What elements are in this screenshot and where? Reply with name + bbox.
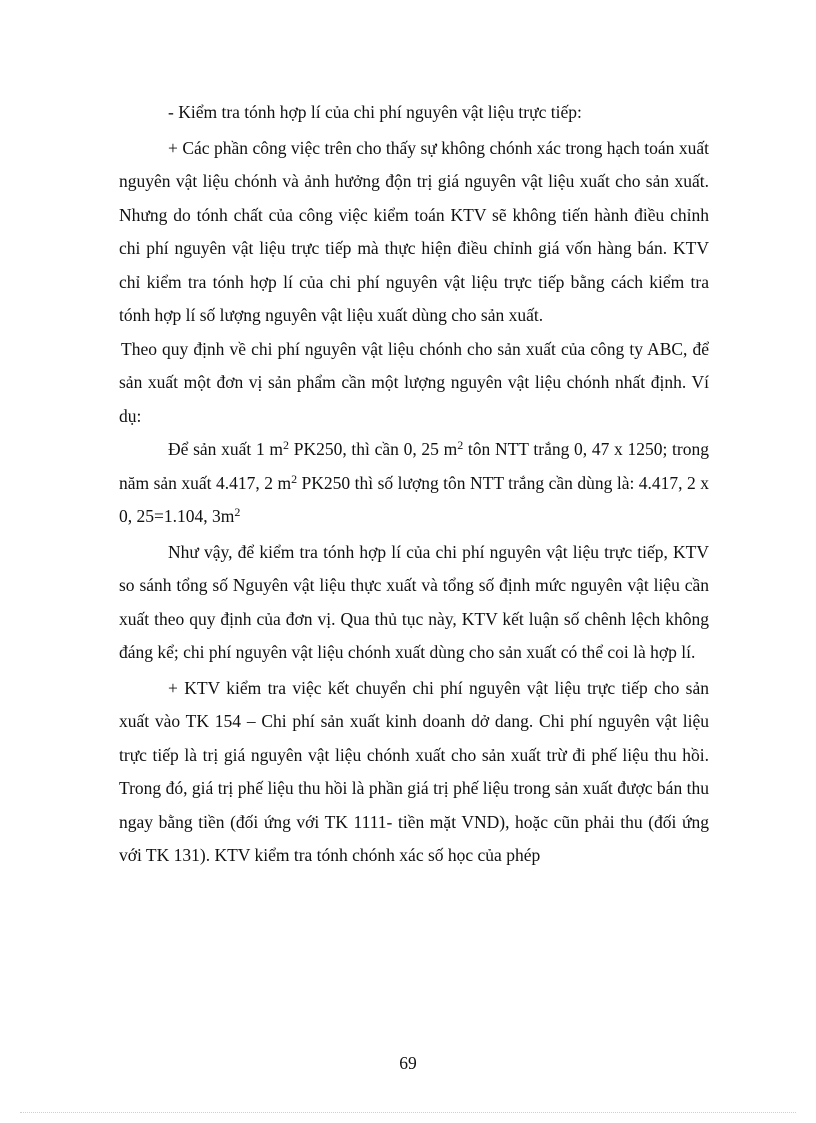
superscript-1: 2 bbox=[283, 438, 290, 452]
page-number: 69 bbox=[399, 1053, 417, 1073]
paragraph-4 bbox=[119, 433, 709, 534]
page-bottom-divider bbox=[20, 1112, 796, 1113]
p4-part-4: PK250 thì số lượng tôn NTT trắng cần dùng là: 4.417, 2 x 0, 25=1.104, 3m bbox=[119, 472, 709, 526]
p4-part-2: PK250, thì cần 0, 25 m bbox=[289, 439, 458, 459]
superscript-2: 2 bbox=[457, 438, 464, 452]
superscript-3: 2 bbox=[291, 471, 298, 486]
paragraph-1: - Kiểm tra tónh hợp lí của chi phí nguyên vật liệu trực tiếp: bbox=[168, 102, 582, 122]
paragraph-2: + Các phần công việc trên cho thấy sự không chónh xác trong hạch toán xuất nguyên vật liệu chónh và ảnh hưởng độn trị giá nguyên vật liệu xuất cho sản xuất. Nhưng do tónh chất của công việc kiểm toán KTV sẽ không tiến hành điều chỉnh chi phí nguyên vật liệu trực tiếp mà thực hiện điều chỉnh giá vốn hàng bán. KTV chỉ kiểm tra tónh hợp lí của chi phí nguyên vật liệu trực tiếp bằng cách kiểm tra tónh hợp lí số lượng nguyên vật liệu xuất dùng cho sản xuất. bbox=[119, 137, 709, 325]
paragraph-6: + KTV kiểm tra việc kết chuyển chi phí nguyên vật liệu trực tiếp cho sản xuất vào TK 154 – Chi phí sản xuất kinh doanh dở dang. Chi phí nguyên vật liệu trực tiếp là trị giá nguyên vật liệu chónh xuất cho sản xuất trừ đi phế liệu thu hồi. Trong đó, giá trị phế liệu thu hồi là phần giá trị phế liệu trong sản xuất được bán thu ngay bằng tiền (đối ứng với TK 1111- tiền mặt VND), hoặc cũn phải thu (đối ứng với TK 131). KTV kiểm tra tónh chónh xác số học của phép bbox=[119, 677, 709, 865]
paragraph-5: Như vậy, để kiểm tra tónh hợp lí của chi phí nguyên vật liệu trực tiếp, KTV so sánh tổng số Nguyên vật liệu thực xuất và tổng số định mức nguyên vật liệu cần xuất theo quy định của đơn vị. Qua thủ tục này, KTV kết luận số chênh lệch không đáng kể; chi phí nguyên vật liệu chónh xuất dùng cho sản xuất có thể coi là hợp lí. bbox=[119, 541, 709, 662]
body-text bbox=[119, 96, 709, 873]
p4-part-3: tôn NTT trắng 0, 47 x 1250; trong năm sản xuất 4.417, 2 m bbox=[119, 439, 709, 493]
superscript-4: 2 bbox=[234, 505, 241, 519]
paragraph-3: Theo quy định về chi phí nguyên vật liệu chónh cho sản xuất của công ty ABC, để sản xuất một đơn vị sản phẩm cần một lượng nguyên vật liệu chónh nhất định. Ví dụ: bbox=[119, 338, 709, 426]
p4-part-1: Để sản xuất 1 m bbox=[168, 439, 284, 459]
